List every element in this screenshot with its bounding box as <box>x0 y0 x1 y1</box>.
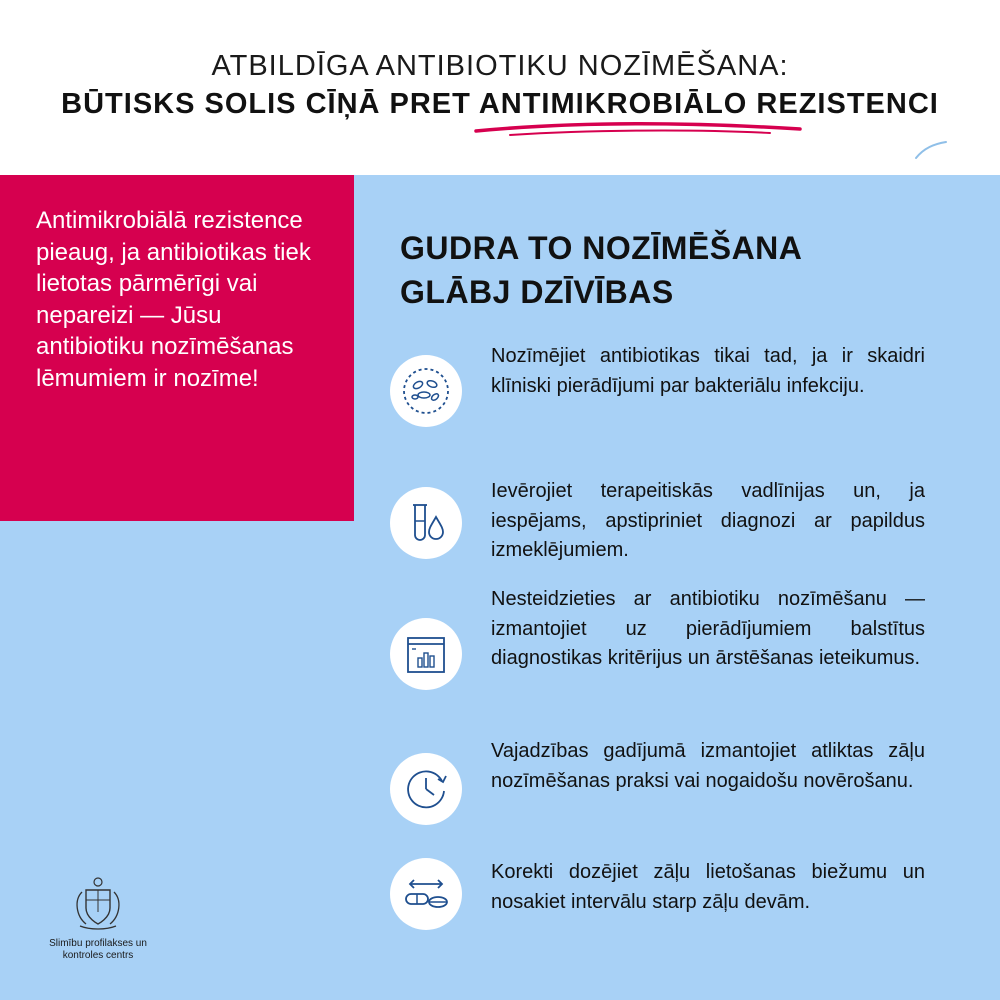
recommendation-text: Vajadzības gadījumā izmantojiet atliktas zāļu nozīmēšanas praksi vai nogaidošu novērošanu. <box>491 740 925 792</box>
test-tube-drop-icon <box>390 487 462 559</box>
recommendation-item-2 <box>390 477 930 577</box>
recommendation-item-5 <box>390 858 930 958</box>
coat-of-arms-icon <box>70 872 126 934</box>
recommendation-item-4 <box>390 737 930 837</box>
header <box>0 0 1000 175</box>
title-line-2: BŪTISKS SOLIS CĪŅĀ PRET ANTIMIKROBIĀLO REZISTENCI <box>61 88 939 120</box>
organization-logo <box>38 872 158 972</box>
recommendation-text: Korekti dozējiet zāļu lietošanas biežumu un nosakiet intervālu starp zāļu devām. <box>491 861 925 913</box>
chart-document-icon <box>390 618 462 690</box>
recommendation-item-3 <box>390 585 930 685</box>
recommendation-text: Ievērojiet terapeitiskās vadlīnijas un, ja iespējams, apstipriniet diagnozi ar papildus izmeklējumiem. <box>491 480 925 561</box>
main-heading: GUDRA TO NOZĪMĒŠANA GLĀBJ DZĪVĪBAS <box>400 230 802 310</box>
key-message-box <box>0 175 354 521</box>
recommendation-text: Nozīmējiet antibiotikas tikai tad, ja ir skaidri klīniski pierādījumi par bakteriālu infekciju. <box>491 345 925 397</box>
organization-name: Slimību profilakses un kontroles centrs <box>49 938 147 961</box>
key-message-text: Antimikrobiālā rezistence pieaug, ja antibiotikas tiek lietotas pārmērīgi vai nepareizi — Jūsu antibiotiku nozīmēšanas lēmumiem ir nozīme! <box>36 207 311 392</box>
decorative-swoosh <box>912 138 952 162</box>
title-line-1: ATBILDĪGA ANTIBIOTIKU NOZĪMĒŠANA: <box>211 50 789 82</box>
recommendation-text: Nesteidzieties ar antibiotiku nozīmēšanu — izmantojiet uz pierādījumiem balstītus diagnostikas kritērijus un ārstēšanas ieteikumus. <box>491 588 925 669</box>
recommendation-item-1 <box>390 342 930 442</box>
title-underline-stroke <box>470 117 810 141</box>
pill-interval-icon <box>390 858 462 930</box>
bacteria-icon <box>390 355 462 427</box>
clock-icon <box>390 753 462 825</box>
